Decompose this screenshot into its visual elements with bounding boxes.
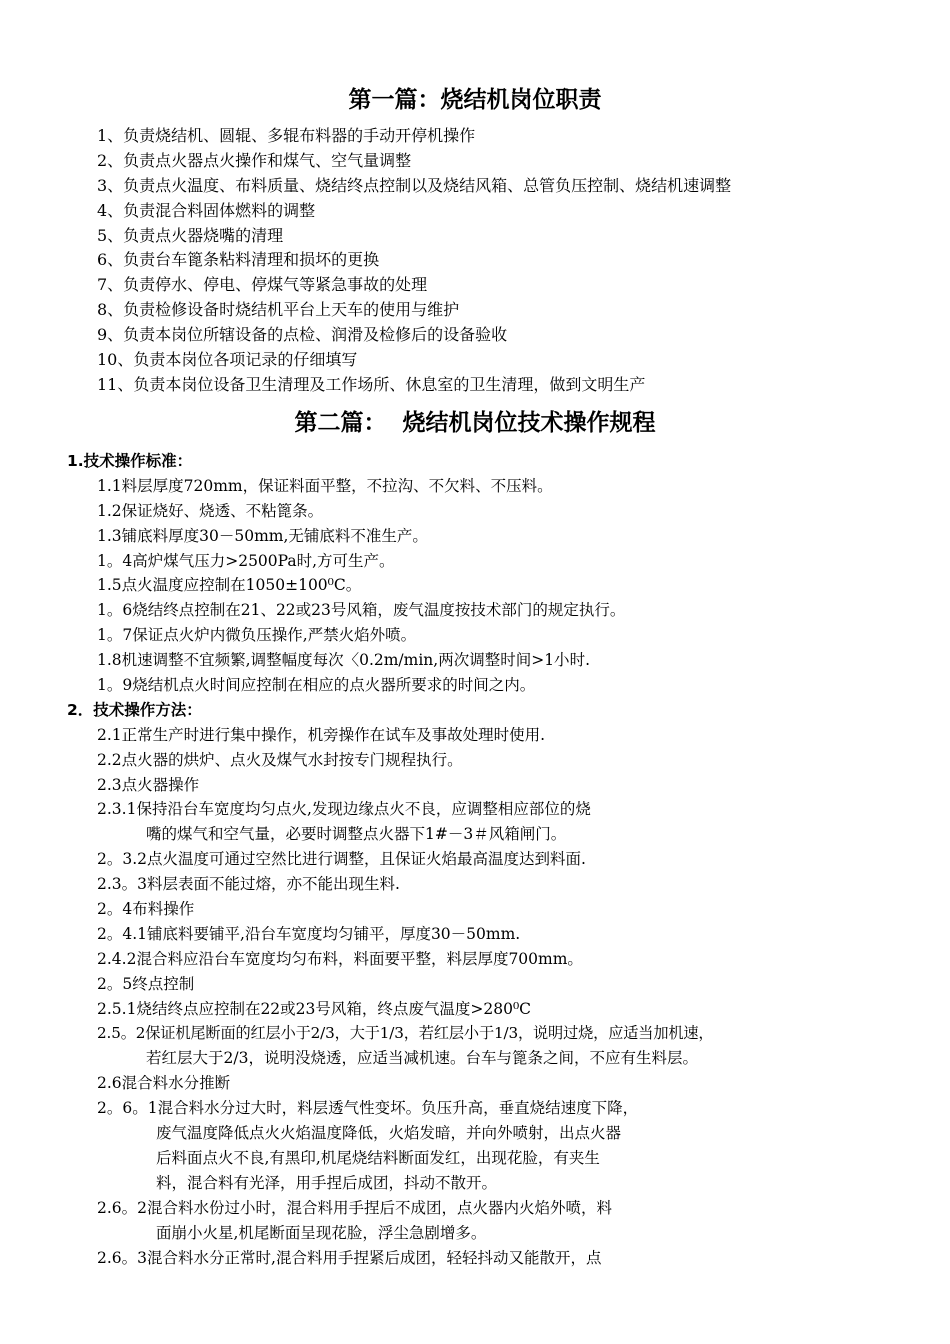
- clause-line: 2.4.2混合料应沿台车宽度均匀布料，料面要平整，料层厚度700mm。: [97, 949, 583, 968]
- clause-line: 1。9烧结机点火时间应控制在相应的点火器所要求的时间之内。: [97, 676, 536, 695]
- clause-line: 1.8机速调整不宜频繁,调整幅度每次〈0.2m/min,两次调整时间>1小时.: [97, 651, 590, 670]
- clause-line: 2.3。3料层表面不能过熔，亦不能出现生料.: [97, 875, 400, 894]
- duty-item: 8、负责检修设备时烧结机平台上天车的使用与维护: [97, 300, 460, 320]
- duty-item: 9、负责本岗位所辖设备的点检、润滑及检修后的设备验收: [97, 325, 508, 345]
- clause-line: 2。6。1混合料水分过大时，料层透气性变坏。负压升高，垂直烧结速度下降，: [97, 1099, 639, 1118]
- subsection-heading: 1.技术操作标准：: [67, 452, 193, 470]
- duty-item: 4、负责混合料固体燃料的调整: [97, 200, 316, 220]
- clause-line: 1。4高炉煤气压力>2500Pa时,方可生产。: [97, 551, 395, 570]
- clause-continuation: 废气温度降低点火火焰温度降低，火焰发暗，并向外喷射，出点火器: [156, 1124, 622, 1143]
- clause-continuation: 面崩小火星,机尾断面呈现花脸，浮尘急剧增多。: [156, 1223, 487, 1242]
- duty-item: 10、负责本岗位各项记录的仔细填写: [97, 350, 358, 370]
- duty-item: 3、负责点火温度、布料质量、烧结终点控制以及烧结风箱、总管负压控制、烧结机速调整: [97, 175, 732, 195]
- clause-line: 2.6混合料水分推断: [97, 1074, 231, 1093]
- clause-continuation: 若红层大于2/3，说明没烧透，应适当减机速。台车与篦条之间，不应有生料层。: [146, 1049, 698, 1068]
- clause-line: 2。3.2点火温度可通过空然比进行调整，且保证火焰最高温度达到料面.: [97, 850, 586, 869]
- duty-item: 6、负责台车篦条粘料清理和损坏的更换: [97, 250, 380, 270]
- duty-item: 11、负责本岗位设备卫生清理及工作场所、休息室的卫生清理，做到文明生产: [97, 374, 646, 394]
- duty-item: 2、负责点火器点火操作和煤气、空气量调整: [97, 150, 412, 170]
- duty-item: 7、负责停水、停电、停煤气等紧急事故的处理: [97, 275, 428, 295]
- clause-line: 1。6烧结终点控制在21、22或23号风箱，废气温度按技术部门的规定执行。: [97, 601, 626, 620]
- section1-title: 第一篇：烧结机岗位职责: [348, 87, 602, 113]
- clause-continuation: 料，混合料有光泽，用手捏后成团，抖动不散开。: [156, 1173, 498, 1192]
- clause-line: 2.1正常生产时进行集中操作，机旁操作在试车及事故处理时使用.: [97, 725, 546, 744]
- clause-line: 1.2保证烧好、烧透、不粘篦条。: [97, 501, 324, 520]
- clause-line: 2.5。2保证机尾断面的红层小于2/3，大于1/3，若红层小于1/3，说明过烧，应适当加机速，: [97, 1024, 714, 1043]
- clause-line: 2.2点火器的烘炉、点火及煤气水封按专门规程执行。: [97, 750, 463, 769]
- clause-line: 2.3.1保持沿台车宽度均匀点火,发现边缘点火不良，应调整相应部位的烧: [97, 800, 591, 819]
- clause-line: 1.5点火温度应控制在1050±100⁰C。: [97, 576, 362, 595]
- clause-line: 1.1料层厚度720mm，保证料面平整，不拉沟、不欠料、不压料。: [97, 476, 553, 495]
- clause-line: 2.6。2混合料水份过小时，混合料用手捏后不成团，点火器内火焰外喷，料: [97, 1198, 613, 1217]
- clause-line: 2.5.1烧结终点应控制在22或23号风箱，终点废气温度>280⁰C: [97, 999, 532, 1018]
- clause-continuation: 后料面点火不良,有黑印,机尾烧结料断面发红，出现花脸，有夹生: [156, 1148, 600, 1167]
- subsection-heading: 2．技术操作方法：: [67, 700, 202, 719]
- duties-list: [0, 124, 731, 398]
- tech-procedures: [0, 449, 713, 1270]
- clause-line: 2。5终点控制: [97, 974, 195, 993]
- duty-item: 5、负责点火器烧嘴的清理: [97, 225, 284, 245]
- clause-line: 2。4布料操作: [97, 900, 195, 919]
- duty-item: 1、负责烧结机、圆辊、多辊布料器的手动开停机操作: [97, 126, 476, 145]
- section2-title: 第二篇： 烧结机岗位技术操作规程: [294, 410, 656, 436]
- clause-line: 2.6。3混合料水分正常时,混合料用手捏紧后成团，轻轻抖动又能散开，点: [97, 1248, 602, 1267]
- clause-line: 1。7保证点火炉内微负压操作,严禁火焰外喷。: [97, 626, 417, 645]
- clause-line: 2.3点火器操作: [97, 775, 200, 794]
- clause-continuation: 嘴的煤气和空气量，必要时调整点火器下1#－3＃风箱闸门。: [146, 825, 567, 844]
- clause-line: 1.3铺底料厚度30－50mm,无铺底料不准生产。: [97, 526, 428, 545]
- clause-line: 2。4.1铺底料要铺平,沿台车宽度均匀铺平，厚度30－50mm.: [97, 924, 521, 943]
